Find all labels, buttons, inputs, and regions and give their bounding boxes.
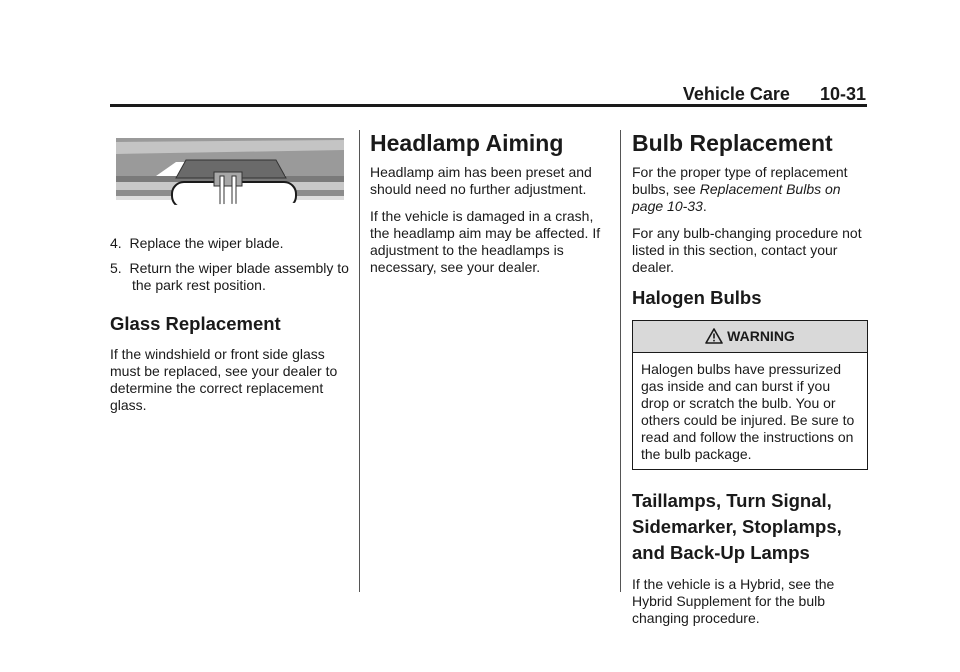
page-number: 10-31 (819, 84, 866, 104)
headlamp-aiming-p2: If the vehicle is damaged in a crash, the headlamp aim may be affected. If adjustment to the headlamps is necessary, see your dealer. (370, 208, 601, 275)
warning-text: Halogen bulbs have pressurized gas inside and can burst if you drop or scratch the bulb. You or others could be injured. Be sure to read and follow the instructions on the bulb package. (641, 361, 855, 462)
steps-list (110, 235, 350, 294)
warning-icon (705, 328, 723, 344)
halogen-bulbs-heading: Halogen Bulbs (632, 287, 762, 308)
warning-label: WARNING (727, 328, 795, 344)
running-header (0, 84, 866, 105)
bulb-replacement-p1: For the proper type of replacement bulbs, see Replacement Bulbs on page 10-33. (632, 164, 848, 214)
headlamp-aiming-p1: Headlamp aim has been preset and should need no further adjustment. (370, 164, 592, 197)
taillamps-text: If the vehicle is a Hybrid, see the Hybrid Supplement for the bulb changing procedure. (632, 576, 835, 626)
column-divider-1 (359, 130, 360, 592)
column-divider-2 (620, 130, 621, 592)
list-item: 4. Replace the wiper blade. (110, 235, 284, 251)
bulb-replacement-p2: For any bulb-changing procedure not listed in this section, contact your dealer. (632, 225, 862, 275)
column-2 (370, 130, 610, 286)
replacement-bulbs-link[interactable]: Replacement Bulbs on page 10-33 (632, 181, 841, 214)
column-3 (632, 130, 868, 637)
header-rule (110, 104, 867, 107)
glass-replacement-text: If the windshield or front side glass must be replaced, see your dealer to determine the correct replacement glass. (110, 346, 338, 413)
headlamp-aiming-heading: Headlamp Aiming (370, 130, 564, 156)
warning-header (633, 321, 867, 353)
taillamps-heading: Taillamps, Turn Signal, Sidemarker, Stoplamps, and Back-Up Lamps (632, 490, 842, 563)
column-1 (110, 130, 350, 424)
wiper-blade-illustration (116, 132, 344, 220)
list-item: 5. Return the wiper blade assembly to the park rest position. (110, 260, 349, 293)
bulb-replacement-heading: Bulb Replacement (632, 130, 833, 156)
warning-box (632, 320, 868, 470)
section-title: Vehicle Care (682, 84, 790, 104)
warning-body (633, 353, 867, 469)
glass-replacement-heading: Glass Replacement (110, 313, 281, 334)
